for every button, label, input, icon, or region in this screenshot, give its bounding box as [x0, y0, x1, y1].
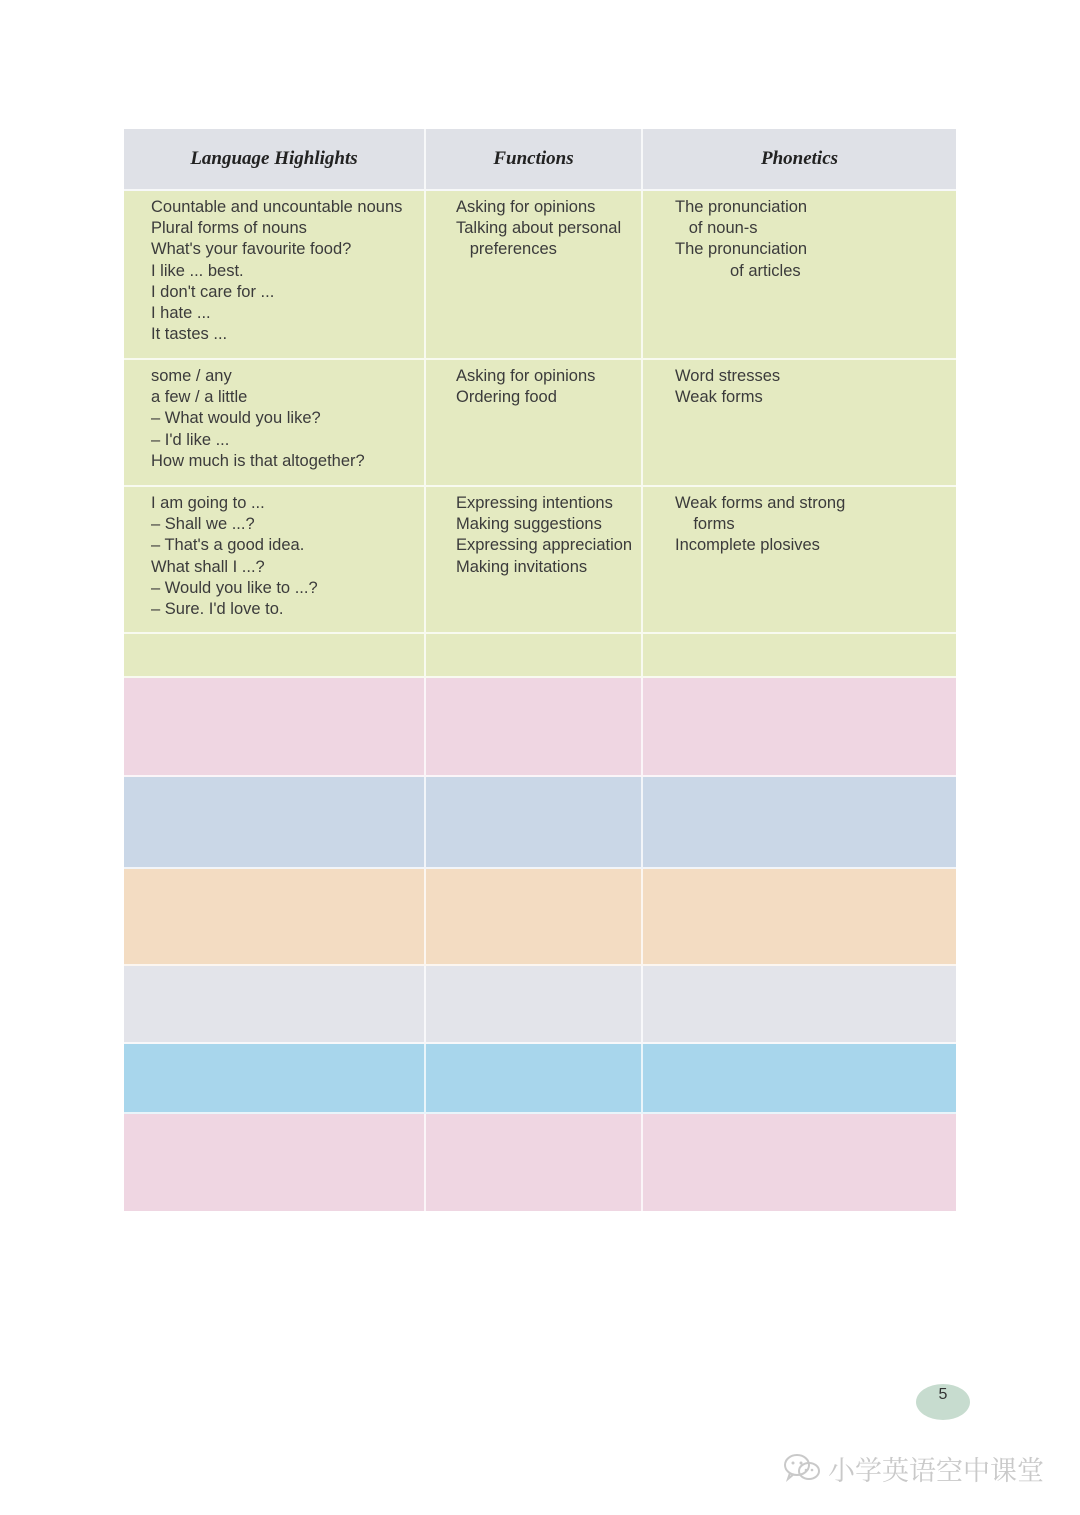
empty-row-pink	[124, 1114, 426, 1211]
row3-functions: Expressing intentions Making suggestions Expressing appreciation Making invitations	[426, 487, 643, 634]
empty-row-peach	[643, 869, 956, 966]
row1-functions: Asking for opinions Talking about personal preferences	[426, 191, 643, 360]
empty-row-blue	[643, 777, 956, 869]
empty-row-sky	[643, 1044, 956, 1114]
row2-functions: Asking for opinions Ordering food	[426, 360, 643, 487]
summary-table	[124, 129, 956, 1211]
empty-row-pink	[124, 678, 426, 777]
empty-row-blue	[426, 777, 643, 869]
empty-row-blue	[124, 777, 426, 869]
header-functions: Functions	[426, 129, 643, 191]
empty-row-pink	[643, 1114, 956, 1211]
empty-row-grey	[124, 966, 426, 1044]
empty-row-sky	[124, 1044, 426, 1114]
page-number	[916, 1384, 970, 1420]
header-phonetics: Phonetics	[643, 129, 956, 191]
row2-language: some / any a few / a little – What would you like? – I'd like ... How much is that altogether?	[124, 360, 426, 487]
empty-row-peach	[426, 869, 643, 966]
empty-row-green	[426, 634, 643, 678]
empty-row-grey	[426, 966, 643, 1044]
empty-row-grey	[643, 966, 956, 1044]
row3-language: I am going to ... – Shall we ...? – That's a good idea. What shall I ...? – Would you like to ...? – Sure. I'd love to.	[124, 487, 426, 634]
empty-row-peach	[124, 869, 426, 966]
header-language-highlights: Language Highlights	[124, 129, 426, 191]
row1-language: Countable and uncountable nouns Plural forms of nouns What's your favourite food? I like ... best. I don't care for ... I hate ... It tastes ...	[124, 191, 426, 360]
empty-row-green	[124, 634, 426, 678]
empty-row-green	[643, 634, 956, 678]
row2-phonetics: Word stresses Weak forms	[643, 360, 956, 487]
empty-row-sky	[426, 1044, 643, 1114]
empty-row-pink	[426, 678, 643, 777]
empty-row-pink	[426, 1114, 643, 1211]
empty-row-pink	[643, 678, 956, 777]
wechat-icon	[782, 1452, 822, 1484]
row3-phonetics: Weak forms and strong forms Incomplete plosives	[643, 487, 956, 634]
row1-phonetics: The pronunciation of noun-s The pronunciation of articles	[643, 191, 956, 360]
watermark-text: 小学英语空中课堂	[828, 1455, 1044, 1486]
watermark	[782, 1448, 1044, 1488]
page-number-text: 5	[938, 1386, 948, 1403]
